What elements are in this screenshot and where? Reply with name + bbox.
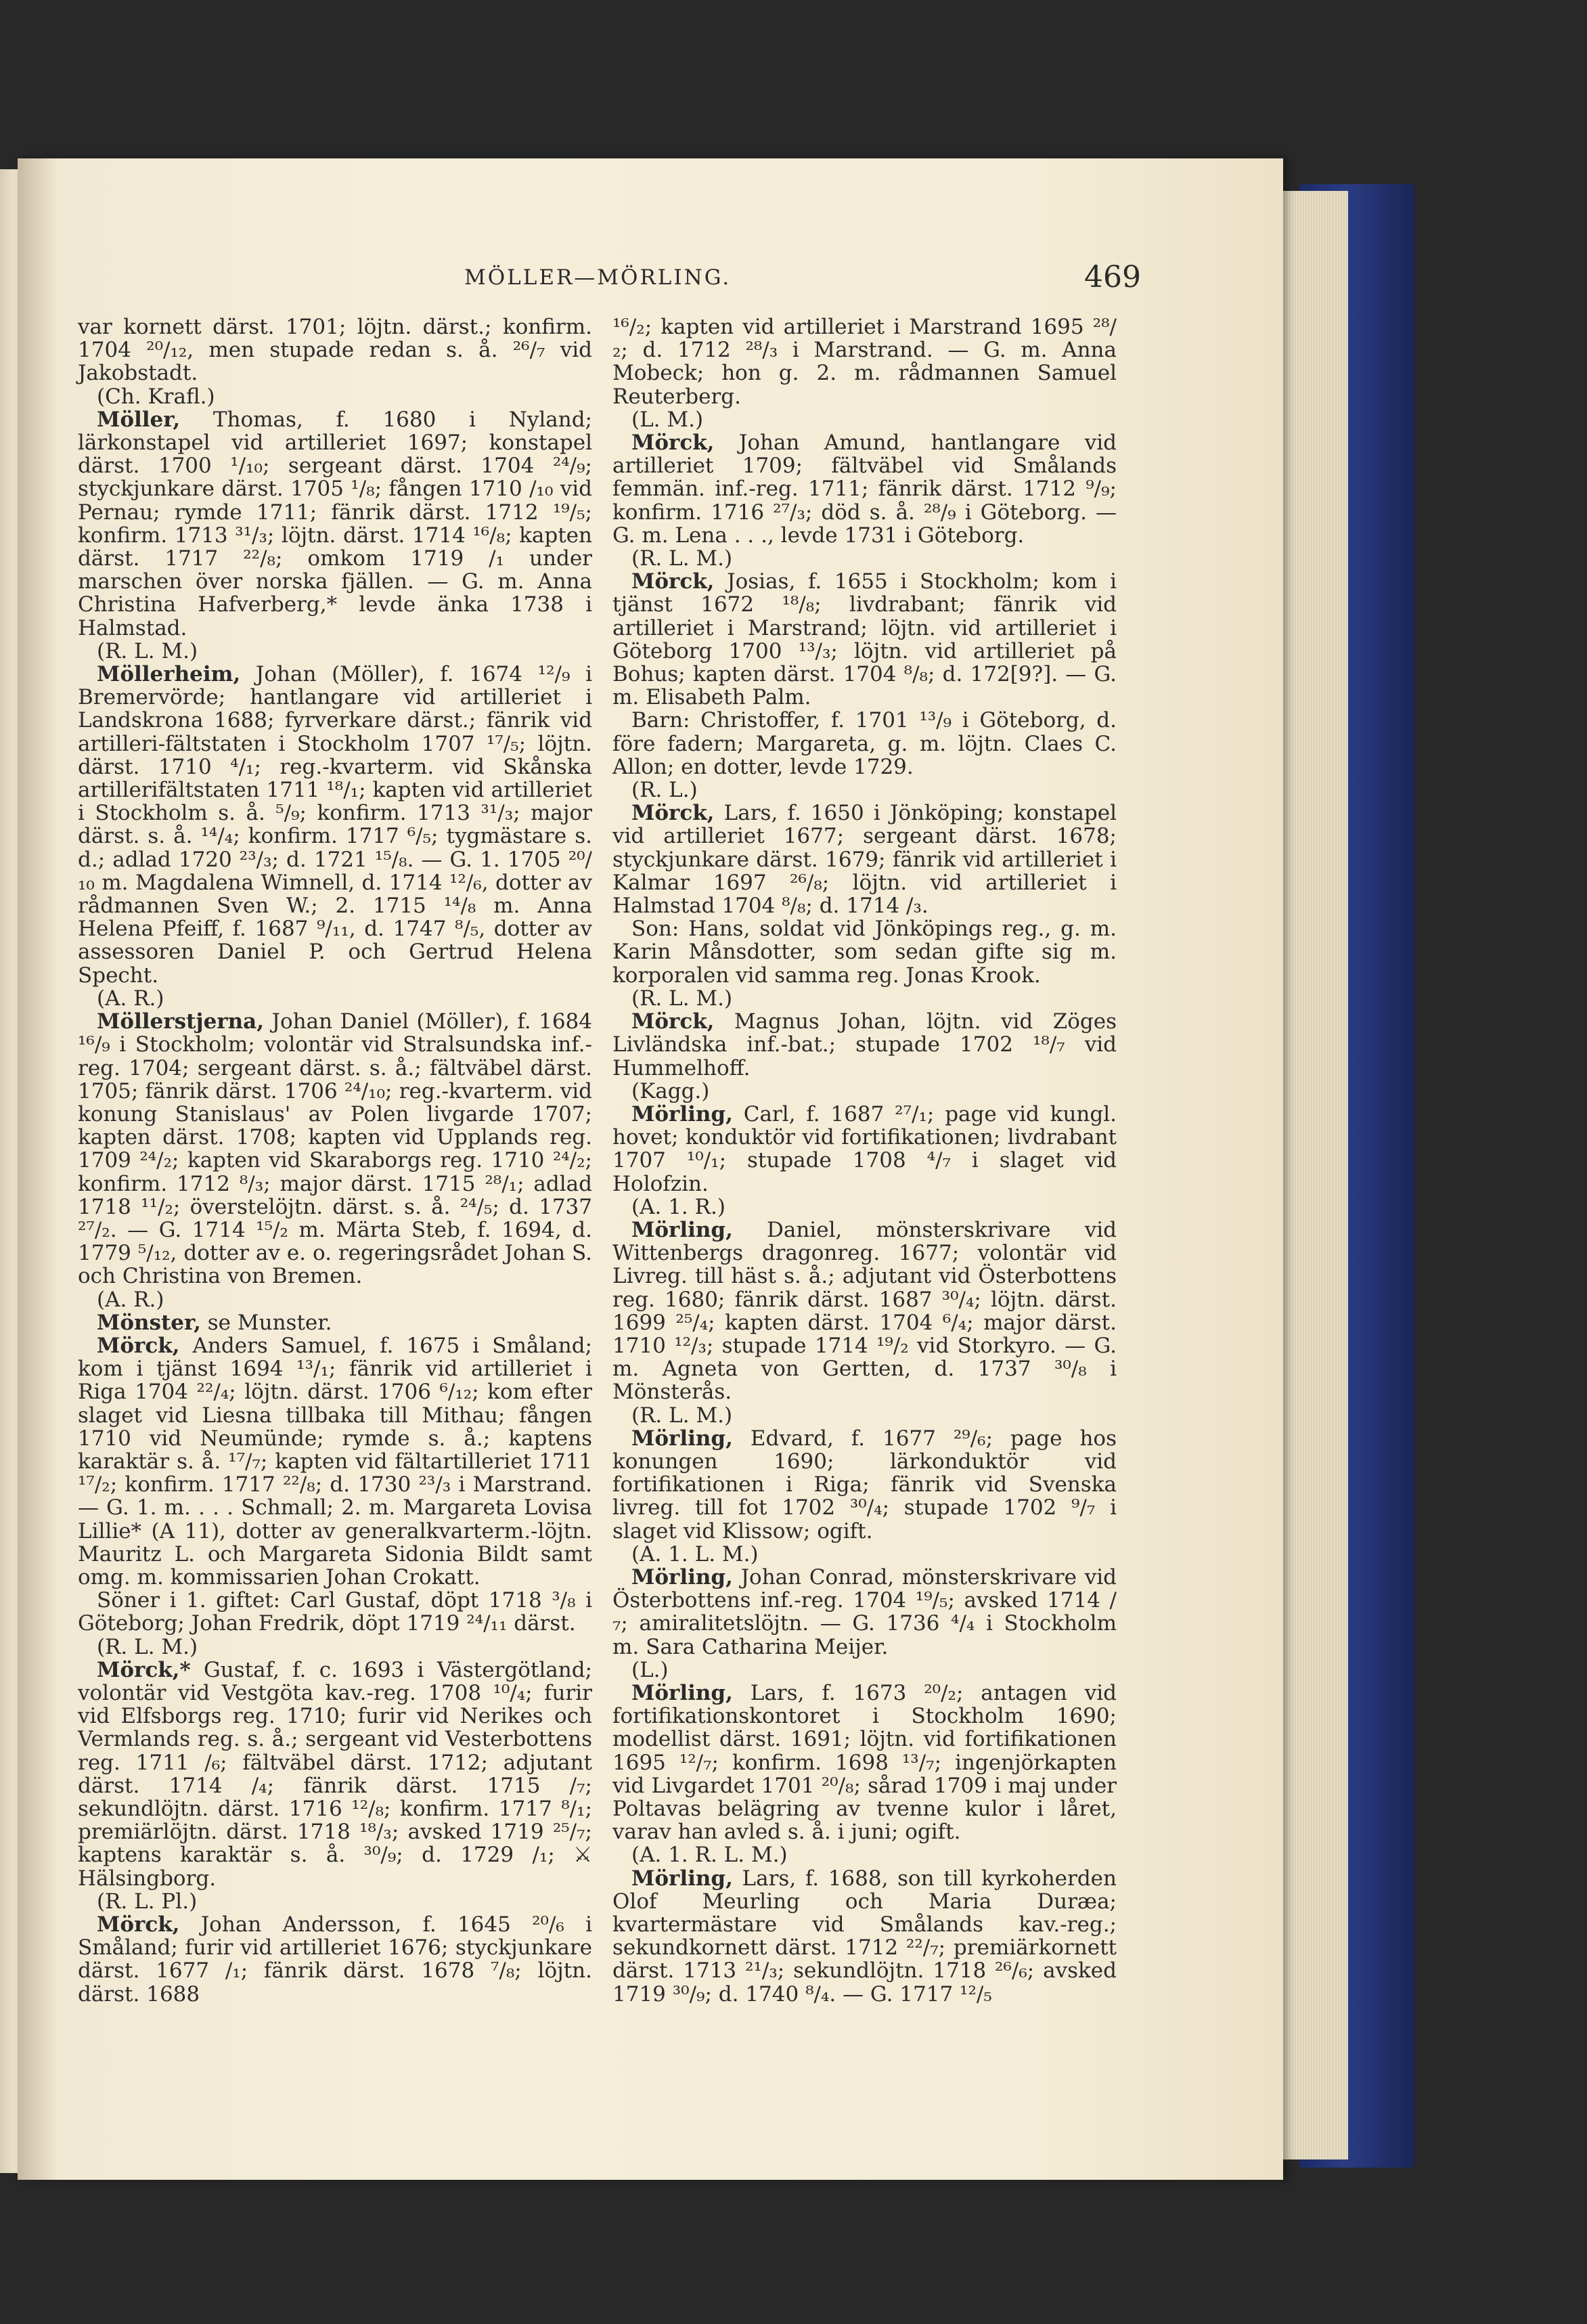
entry-text: Johan Daniel (Möller), f. 1684 ¹⁶/₉ i Stockholm; volontär vid Stralsundska inf.-reg. 1704; sergeant därst. s. å.; fältväbel därst. 1705; fänrik därst. 1706 ²⁴/₁₀; reg.-kvarterm. vid konung Stanislaus' av Polen livgarde 1707; kapten därst. 1708; kapten vid Upplands reg. 1709 ²⁴/₂; kapten vid Skaraborgs reg. 1710 ²⁴/₂; konfirm. 1712 ⁸/₃; major därst. 1715 ²⁸/₁; adlad 1718 ¹¹/₂; överstelöjtn. därst. s. å. ²⁴/₅; d. 1737 ²⁷/₂. — G. 1714 ¹⁵/₂ m. Märta Steb, f. 1694, d. 1779 ⁵/₁₂, dotter av e. o. regeringsrådet Johan S. och Christina von Bremen. — [78, 1009, 592, 1289]
entry-text: Josias, f. 1655 i Stockholm; kom i tjänst 1672 ¹⁸/₈; livdrabant; fänrik vid artilleriet i Marstrand; löjtn. vid artilleriet i Göteborg 1700 ¹³/₃; löjtn. vid artilleriet på Bohus; kapten därst. 1704 ⁸/₈; d. 172[9?]. — G. m. Elisabeth Palm. — [612, 569, 1117, 710]
entry-surname: Mörling, — [631, 1564, 733, 1589]
entry-surname: Mörling, — [631, 1680, 733, 1705]
entry-text: se Munster. — [200, 1310, 332, 1335]
biography-entry — [612, 1682, 1117, 1843]
source-reference — [612, 1659, 1117, 1682]
entry-text: Son: Hans, soldat vid Jönköpings reg., g. m. Karin Månsdotter, som sedan gifte sig m. korporalen vid samma reg. Jonas Krook. — [612, 917, 1117, 988]
biography-entry — [78, 1311, 592, 1334]
entry-text: (R. L. M.) — [631, 986, 733, 1011]
page-number: 469 — [1084, 260, 1141, 294]
entry-surname: Mörling, — [631, 1217, 733, 1242]
text-paragraph — [612, 917, 1117, 987]
entry-text: (R. L. M.) — [631, 546, 733, 571]
source-reference — [78, 385, 592, 408]
entry-text: (A. 1. R.) — [631, 1194, 725, 1219]
biography-entry — [612, 1867, 1117, 2006]
entry-text: (R. L. M.) — [97, 1634, 198, 1659]
entry-text: (A. 1. R. L. M.) — [631, 1843, 788, 1868]
biography-entry — [78, 1334, 592, 1589]
entry-text: (R. L. Pl.) — [97, 1889, 198, 1914]
source-reference — [612, 779, 1117, 802]
source-reference — [612, 1196, 1117, 1219]
biography-entry — [78, 1913, 592, 2006]
entry-text: (A. 1. L. M.) — [631, 1541, 759, 1566]
entry-text: Barn: Christoffer, f. 1701 ¹³/₉ i Göteborg, d. före fadern; Margareta, g. m. löjtn. Claes C. Allon; en dotter, levde 1729. — [612, 708, 1117, 779]
entry-text: ¹⁶/₂; kapten vid artilleriet i Marstrand 1695 ²⁸/₂; d. 1712 ²⁸/₃ i Marstrand. — G. m. Anna Mobeck; hon g. 2. m. rådmannen Samuel Reuterberg. — [612, 315, 1117, 409]
entry-surname: Mörling, — [631, 1866, 733, 1891]
source-reference — [78, 640, 592, 663]
biography-entry — [612, 1010, 1117, 1080]
text-paragraph — [78, 1589, 592, 1635]
source-reference — [612, 1080, 1117, 1103]
source-reference — [78, 1288, 592, 1311]
entry-text: Johan (Möller), f. 1674 ¹²/₉ i Bremervörde; hantlangare vid artilleriet i Landskrona 1688; fyrverkare därst.; fänrik vid artilleri-fältstaten i Stockholm 1707 ¹⁷/₅; löjtn. därst. 1710 ⁴/₁; reg.-kvarterm. vid Skånska artillerifältstaten 1711 ¹⁸/₁; kapten vid artilleriet i Stockholm s. å. ⁵/₉; konfirm. 1713 ³¹/₃; major därst. s. å. ¹⁴/₄; konfirm. 1717 ⁶/₅; tygmästare s. d.; adlad 1720 ²³/₃; d. 1721 ¹⁵/₈. — G. 1. 1705 ²⁰/₁₀ m. Magdalena Wimnell, d. 1714 ¹²/₆, dotter av rådmannen Sven W.; 2. 1715 ¹⁴/₈ m. Anna Helena Pfeiff, f. 1687 ⁹/₁₁, d. 1747 ⁸/₅, dotter av assessoren Daniel P. och Gertrud Helena Specht. — [78, 662, 592, 988]
entry-surname: Mörling, — [631, 1426, 733, 1451]
entry-surname: Mörck, — [631, 801, 715, 826]
source-reference — [78, 987, 592, 1010]
entry-text: (R. L. M.) — [97, 638, 198, 663]
biography-entry — [612, 570, 1117, 709]
entry-text: (Kagg.) — [631, 1078, 710, 1103]
left-page-edge — [0, 169, 18, 2173]
biography-entry — [612, 1566, 1117, 1659]
source-reference — [612, 987, 1117, 1010]
entry-text: Lars, f. 1650 i Jönköping; konstapel vid artilleriet 1677; sergeant därst. 1678; styckjunkare därst. 1679; fänrik vid artilleriet i Kalmar 1697 ²⁶/₈; löjtn. vid artilleriet i Halmstad 1704 ⁸/₈; d. 1714 /₃. — [612, 801, 1117, 919]
source-reference — [78, 1890, 592, 1913]
entry-text: (A. R.) — [97, 1287, 164, 1312]
entry-text: Lars, f. 1673 ²⁰/₂; antagen vid fortifikationskontoret i Stockholm 1690; modellist därst. 1691; löjtn. vid fortifikationen 1695 ¹²/₇; konfirm. 1698 ¹³/₇; ingenjörkapten vid Livgardet 1701 ²⁰/₈; sårad 1709 i maj under Poltavas belägring av tvenne kulor i låret, varav han avled s. å. i juni; ogift. — [612, 1680, 1117, 1845]
text-paragraph — [612, 315, 1117, 408]
entry-text: (A. R.) — [97, 986, 164, 1011]
entry-text: (L.) — [631, 1657, 669, 1682]
source-reference — [612, 1543, 1117, 1566]
source-reference — [78, 1636, 592, 1659]
text-paragraph — [612, 709, 1117, 779]
entry-surname: Mönster, — [97, 1310, 201, 1335]
biography-entry — [612, 1219, 1117, 1404]
source-reference — [612, 1843, 1117, 1866]
entry-text: Johan Amund, hantlangare vid artilleriet 1709; fältväbel vid Smålands femmän. inf.-reg. 1711; fänrik därst. 1712 ⁹/₉; konfirm. 1716 ²⁷/₃; död s. å. ²⁸/₉ i Göteborg. — G. m. Lena . . ., levde 1731 i Göteborg. — [612, 431, 1117, 548]
entry-text: (L. M.) — [631, 407, 704, 432]
left-text-column — [78, 315, 592, 2006]
entry-surname: Mörck, — [97, 1333, 180, 1358]
entry-text: Daniel, mönsterskrivare vid Wittenbergs dragonreg. 1677; volontär vid Livreg. till häst s. å.; adjutant vid Österbottens reg. 1680; fänrik därst. 1687 ³⁰/₄; löjtn. därst. 1699 ²⁵/₄; kapten därst. 1704 ⁶/₄; major därst. 1710 ¹²/₃; stupade 1714 ¹⁹/₂ vid Storkyro. — G. m. Agneta von Gertten, d. 1737 ³⁰/₈ i Mönsterås. — [612, 1217, 1117, 1405]
running-head: MÖLLER—MÖRLING. — [464, 265, 732, 290]
biography-entry — [612, 1103, 1117, 1196]
biography-entry — [612, 802, 1117, 917]
source-reference — [612, 547, 1117, 570]
entry-surname: Mörck, — [631, 569, 715, 594]
right-text-column — [612, 315, 1117, 2006]
page-block-edges — [1272, 191, 1348, 2159]
entry-text: Lars, f. 1688, son till kyrkoherden Olof Meurling och Maria Duræa; kvartermästare vid Smålands kav.-reg.; sekundkornett därst. 1712 ²²/₇; premiärkornett därst. 1713 ²¹/₃; sekundlöjtn. 1718 ²⁶/₆; avsked 1719 ³⁰/₉; d. 1740 ⁸/₄. — G. 1717 ¹²/₅ — [612, 1866, 1117, 2007]
entry-text: var kornett därst. 1701; löjtn. därst.; konfirm. 1704 ²⁰/₁₂, men stupade redan s. å. ²⁶/₇ vid Jakobstadt. — [78, 315, 592, 386]
entry-surname: Mörck, — [97, 1912, 180, 1937]
entry-text: Gustaf, f. c. 1693 i Västergötland; volontär vid Vestgöta kav.-reg. 1708 ¹⁰/₄; furir vid Elfsborgs reg. 1710; furir vid Nerikes och Vermlands reg. s. å.; sergeant vid Vesterbottens reg. 1711 /₆; fältväbel därst. 1712; adjutant därst. 1714 /₄; fänrik därst. 1715 /₇; sekundlöjtn. därst. 1716 ¹²/₈; konfirm. 1717 ⁸/₁; premiärlöjtn. därst. 1718 ¹⁸/₃; avsked 1719 ²⁵/₇; kaptens karaktär s. å. ³⁰/₉; d. 1729 /₁; ⚔ Hälsingborg. — [78, 1657, 592, 1891]
entry-text: Magnus Johan, löjtn. vid Zöges Livländska inf.-bat.; stupade 1702 ¹⁸/₇ vid Hummelhoff. — [612, 1009, 1117, 1080]
entry-surname: Möllerstjerna, — [97, 1009, 265, 1034]
entry-text: (Ch. Krafl.) — [97, 384, 215, 409]
entry-surname: Mörling, — [631, 1101, 733, 1126]
biography-entry — [78, 663, 592, 987]
source-reference — [612, 408, 1117, 431]
entry-text: (R. L.) — [631, 778, 698, 803]
entry-surname: Mörck,* — [97, 1657, 191, 1682]
entry-text: Thomas, f. 1680 i Nyland; lärkonstapel vid artilleriet 1697; konstapel därst. 1700 ¹/₁₀; sergeant därst. 1704 ²⁴/₉; styckjunkare därst. 1705 ¹/₈; fången 1710 /₁₀ vid Pernau; rymde 1711; fänrik därst. 1712 ¹⁹/₅; konfirm. 1713 ³¹/₃; löjtn. därst. 1714 ¹⁶/₈; kapten därst. 1717 ²²/₈; omkom 1719 /₁ under marschen över norska fjällen. — G. m. Anna Christina Hafverberg,* levde änka 1738 i Halmstad. — [78, 407, 592, 640]
entry-text: (R. L. M.) — [631, 1403, 733, 1428]
biography-entry — [78, 408, 592, 640]
text-paragraph — [78, 315, 592, 385]
biography-entry — [78, 1659, 592, 1890]
entry-text: Anders Samuel, f. 1675 i Småland; kom i tjänst 1694 ¹³/₁; fänrik vid artilleriet i Riga 1704 ²²/₄; löjtn. därst. 1706 ⁶/₁₂; kom efter slaget vid Liesna tillbaka till Mithau; fången 1710 vid Neumünde; rymde s. å.; kaptens karaktär s. å. ¹⁷/₇; kapten vid fältartilleriet 1711 ¹⁷/₂; konfirm. 1717 ²²/₈; d. 1730 ²³/₃ i Marstrand. — G. 1. m. . . . Schmall; 2. m. Margareta Lovisa Lillie* (A 11), dotter av generalkvarterm.-löjtn. Mauritz L. och Margareta Sidonia Bildt samt omg. m. kommissarien Johan Crokatt. — [78, 1333, 592, 1589]
entry-text: Edvard, f. 1677 ²⁹/₆; page hos konungen 1690; lärkonduktör vid fortifikationen i Riga; fänrik vid Svenska livreg. till fot 1702 ³⁰/₄; stupade 1702 ⁹/₇ i slaget vid Klissow; ogift. — [612, 1426, 1117, 1543]
biography-entry — [612, 1427, 1117, 1543]
entry-surname: Möllerheim, — [97, 662, 241, 687]
entry-text: Carl, f. 1687 ²⁷/₁; page vid kungl. hovet; konduktör vid fortifikationen; livdrabant 1707 ¹⁰/₁; stupade 1708 ⁴/₇ i slaget vid Holofzin. — [612, 1101, 1117, 1196]
entry-text: Johan Andersson, f. 1645 ²⁰/₆ i Småland; furir vid artilleriet 1676; styckjunkare därst. 1677 /₁; fänrik därst. 1678 ⁷/₈; löjtn. därst. 1688 — [78, 1912, 592, 2007]
entry-surname: Mörck, — [631, 431, 715, 456]
entry-surname: Mörck, — [631, 1009, 715, 1034]
page-gutter-shadow — [18, 158, 58, 2180]
biography-entry — [612, 431, 1117, 547]
source-reference — [612, 1404, 1117, 1427]
entry-text: Johan Conrad, mönsterskrivare vid Österbottens inf.-reg. 1704 ¹⁹/₅; avsked 1714 /₇; amiralitetslöjtn. — G. 1736 ⁴/₄ i Stockholm m. Sara Catharina Meijer. — [612, 1564, 1117, 1659]
biography-entry — [78, 1010, 592, 1288]
entry-surname: Möller, — [97, 407, 181, 432]
entry-text: Söner i 1. giftet: Carl Gustaf, döpt 1718 ³/₈ i Göteborg; Johan Fredrik, döpt 1719 ²⁴/₁₁ därst. — [78, 1588, 592, 1636]
